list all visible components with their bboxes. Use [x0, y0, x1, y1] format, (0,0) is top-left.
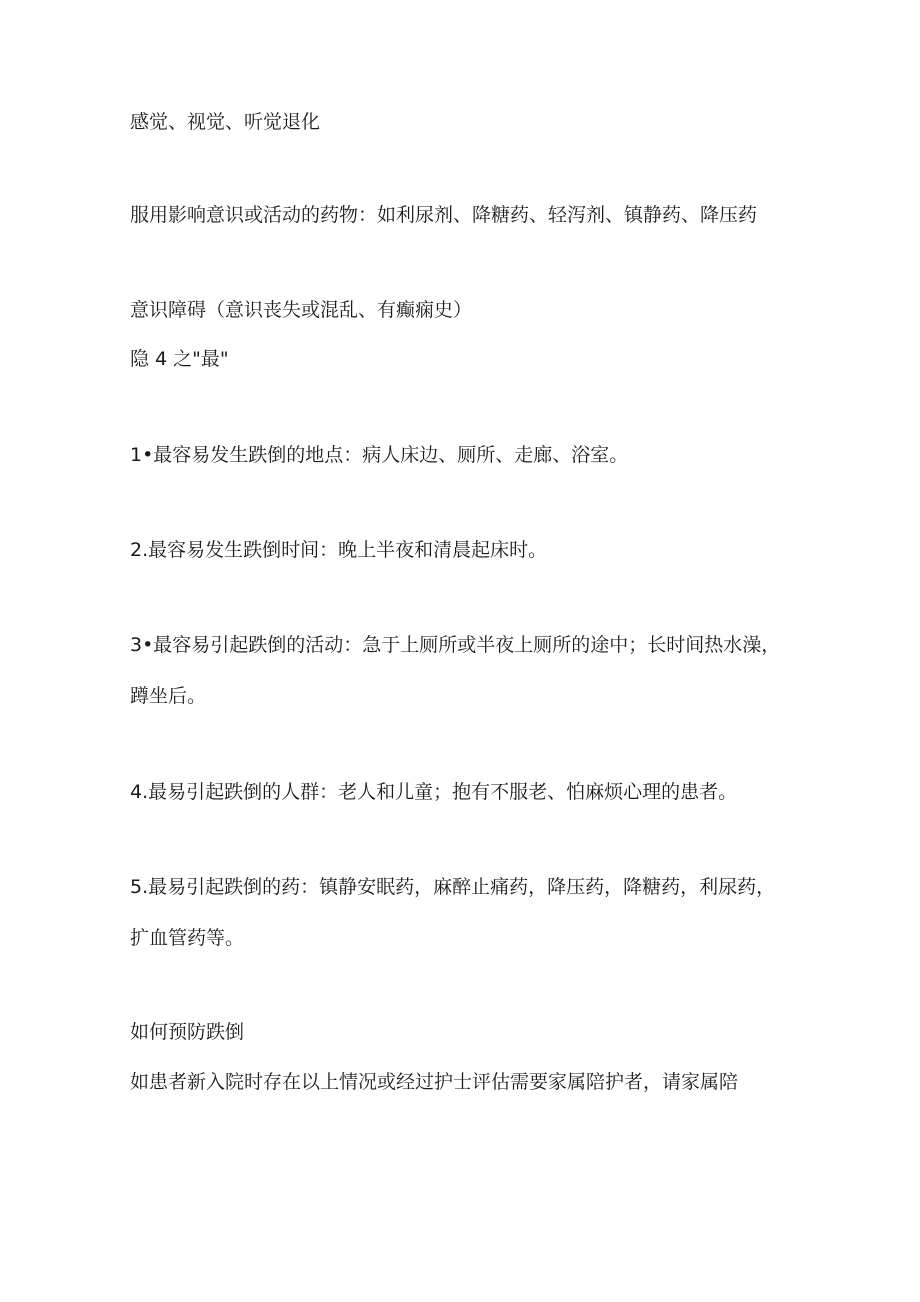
list-item-activity-cont: 蹲坐后。 — [130, 685, 207, 707]
text-line-sensory-decline: 感觉、视觉、听觉退化 — [130, 111, 321, 133]
section-heading-four-most: 隐 4 之"最" — [130, 348, 229, 370]
text-line-prevention-body: 如患者新入院时存在以上情况或经过护士评估需要家属陪护者，请家属陪 — [130, 1071, 739, 1093]
list-item-time: 2.最容易发生跌倒时间：晚上半夜和清晨起床时。 — [130, 539, 548, 561]
list-item-activity: 3•最容易引起跌倒的活动：急于上厕所或半夜上厕所的途中；长时间热水澡， — [130, 634, 781, 656]
section-heading-prevention: 如何预防跌倒 — [130, 1021, 245, 1043]
text-line-consciousness: 意识障碍（意识丧失或混乱、有癫痫史） — [130, 299, 473, 321]
text-line-medications: 服用影响意识或活动的药物：如利尿剂、降糖药、轻泻剂、镇静药、降压药 — [130, 204, 758, 226]
list-item-location: 1•最容易发生跌倒的地点：病人床边、厕所、走廊、浴室。 — [130, 444, 629, 466]
list-item-population: 4.最易引起跌倒的人群：老人和儿童；抱有不服老、怕麻烦心理的患者。 — [130, 781, 738, 803]
list-item-drugs-cont: 扩血管药等。 — [130, 927, 245, 949]
list-item-drugs: 5.最易引起跌倒的药：镇静安眠药，麻醉止痛药，降压药，降糖药，利尿药， — [130, 876, 776, 898]
